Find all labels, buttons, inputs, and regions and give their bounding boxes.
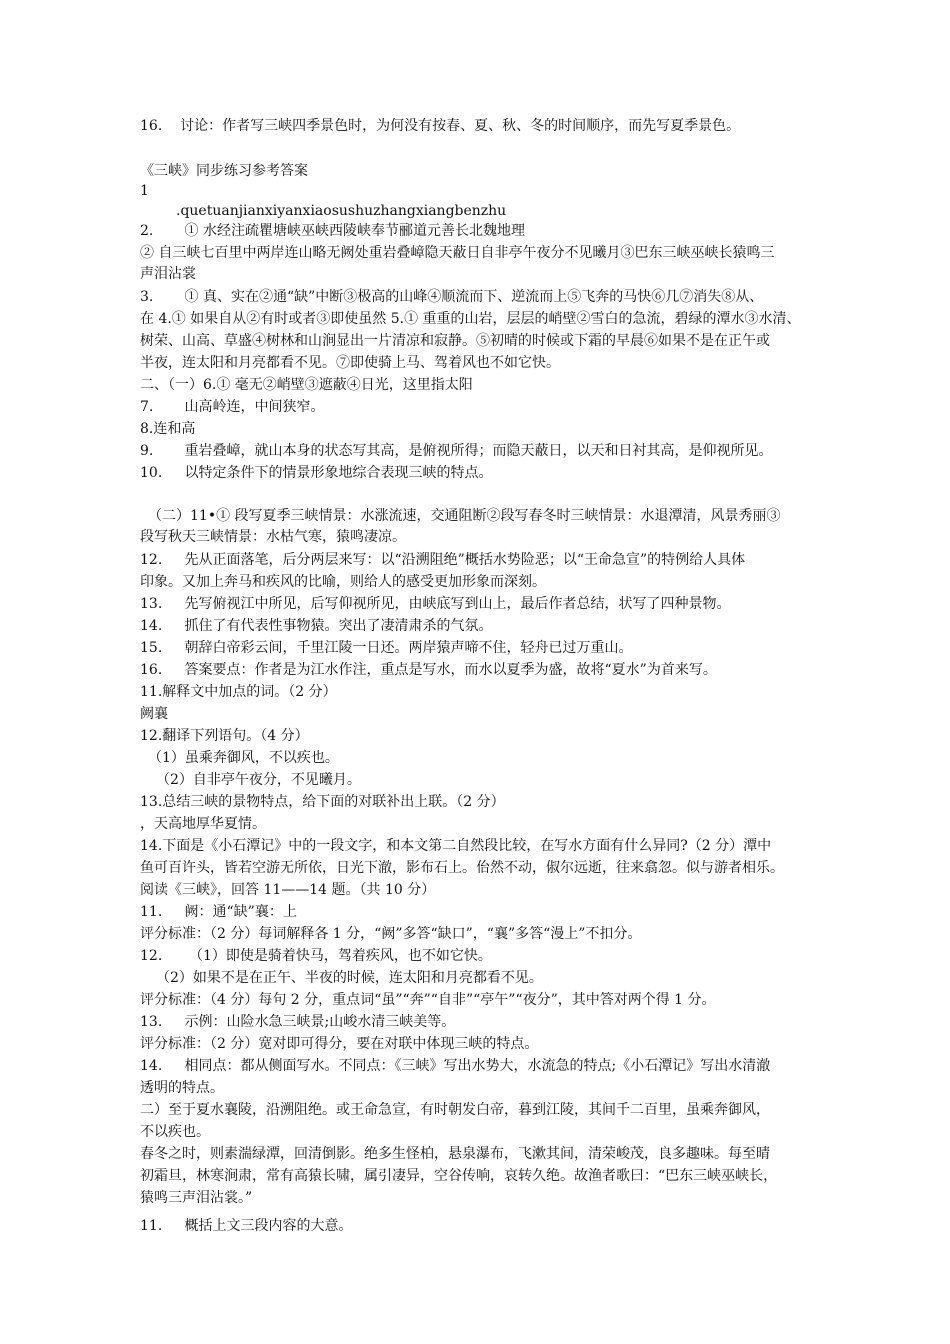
- text-line: 16. 讨论：作者写三峡四季景色时，为何没有按春、夏、秋、冬的时间顺序，而先写夏季景色。: [140, 118, 741, 134]
- text-line: 初霜旦，林寒涧肃，常有高猿长啸，属引凄异，空谷传响，哀转久绝。故渔者歌曰：“巴东三峡巫峡长，: [140, 1168, 778, 1184]
- text-line: 印象。又加上奔马和疾风的比喻，则给人的感受更加形象而深刻。: [140, 574, 546, 590]
- text-line: 10. 以特定条件下的情景形象地综合表现三峡的特点。: [140, 465, 493, 481]
- text-line: ，天高地厚华夏情。: [140, 816, 266, 832]
- text-line: 树荣、山高、草盛④树林和山涧显出一片清凉和寂静。⑤初晴的时候或下霜的早晨⑥如果不是在正午或: [140, 333, 770, 349]
- text-line: 评分标准：（2 分）宽对即可得分，要在对联中体现三峡的特点。: [140, 1036, 539, 1052]
- text-line: 评分标准：（2 分）每词解释各 1 分，“阙”多答“缺口”，“襄”多答“漫上”不扣分。: [140, 926, 642, 942]
- text-line: 14. 抓住了有代表性事物猿。突出了凄清肃杀的气氛。: [140, 618, 493, 634]
- text-line: 8.连和高: [140, 421, 196, 437]
- text-line: 13. 先写俯视江中所见，后写仰视所见，由峡底写到山上，最后作者总结，状写了四种景物。: [140, 596, 731, 612]
- text-line: 13.总结三峡的景物特点，给下面的对联补出上联。（2 分）: [140, 794, 505, 810]
- text-line: 声泪沾裳: [140, 266, 196, 282]
- text-line: 16. 答案要点：作者是为江水作注，重点是写水，而水以夏季为盛，故将“夏水”为首来写。: [140, 662, 717, 678]
- text-line: （2）自非亭午夜分，不见曦月。: [156, 772, 361, 788]
- text-line: 《三峡》同步练习参考答案: [140, 163, 308, 179]
- text-line: 12. 先从正面落笔，后分两层来写：以“沿溯阻绝”概括水势险恶；以“王命急宣”的特例给人具体: [140, 552, 746, 568]
- text-line: 13. 示例：山险水急三峡景;山峻水清三峡美等。: [140, 1014, 456, 1030]
- text-line: 在 4.① 如果自从②有时或者③即使虽然 5.① 重重的山岩，层层的峭壁②雪白的急流，碧绿的潭水③水清、: [140, 311, 801, 327]
- text-line: 段写秋天三峡情景：水枯气寒，猿鸣凄凉。: [140, 529, 406, 545]
- text-line: 12. （1）即使是骑着快马，驾着疾风，也不如它快。: [140, 948, 492, 964]
- text-line: 9. 重岩叠嶂，就山本身的状态写其高，是俯视所得；而隐天蔽日，以天和日衬其高，是仰视所见。: [140, 443, 773, 459]
- text-line: 1: [140, 183, 149, 199]
- text-line: （2）如果不是在正午、半夜的时候，连太阳和月亮都看不见。: [156, 970, 543, 986]
- text-line: 7. 山高岭连，中间狭窄。: [140, 399, 325, 415]
- text-line: 11. 阙：通“缺”襄：上: [140, 904, 297, 920]
- text-line: 阅读《三峡》，回答 11——14 题。（共 10 分）: [140, 882, 436, 898]
- text-line: （1）虽乘奔御风，不以疾也。: [148, 750, 339, 766]
- text-line: 评分标准：（4 分）每句 2 分，重点词“虽”“奔”“自非”“亭午”“夜分”，其中答对两个得 1 分。: [140, 992, 716, 1008]
- text-line: 3. ① 真、实在②通“缺”中断③极高的山峰④顺流而下、逆流而上⑤飞奔的马快⑥几⑦消失⑧从、: [140, 289, 764, 305]
- text-line: 阙襄: [140, 706, 168, 722]
- text-line: .quetuanjianxiyanxiaosushuzhangxiangbenzhu: [176, 203, 507, 219]
- text-line: 猿鸣三声泪沾裳。”: [140, 1190, 253, 1206]
- text-line: 15. 朝辞白帝彩云间，千里江陵一日还。两岸猿声啼不住，轻舟已过万重山。: [140, 640, 633, 656]
- text-line: 鱼可百许头，皆若空游无所依，日光下澈，影布石上。佁然不动，俶尔远逝，往来翕忽。似与游者相乐。: [140, 860, 784, 876]
- text-line: 二）至于夏水襄陵，沿溯阻绝。或王命急宣，有时朝发白帝，暮到江陵，其间千二百里，虽乘奔御风，: [140, 1102, 770, 1118]
- text-line: 14. 相同点：都从侧面写水。不同点：《三峡》写出水势大，水流急的特点;《小石潭记》写出水清澈: [140, 1058, 771, 1074]
- text-line: 不以疾也。: [140, 1124, 210, 1140]
- text-line: （二）11•① 段写夏季三峡情景：水涨流速，交通阻断②段写春冬时三峡情景：水退潭清，风景秀丽③: [148, 508, 781, 524]
- text-line: 2. ① 水经注疏瞿塘峡巫峡西陵峡奉节郦道元善长北魏地理: [140, 223, 525, 239]
- text-line: 14.下面是《小石潭记》中的一段文字，和本文第二自然段比较，在写水方面有什么异同?（2 分）潭中: [140, 838, 772, 854]
- text-line: 透明的特点。: [140, 1080, 224, 1096]
- text-line: 二、（一）6.① 毫无②峭壁③遮蔽④日光，这里指太阳: [140, 377, 473, 393]
- text-line: 半夜，连太阳和月亮都看不见。⑦即使骑上马、驾着风也不如它快。: [140, 355, 560, 371]
- text-line: 11.解释文中加点的词。（2 分）: [140, 684, 337, 700]
- text-line: 春冬之时，则素湍绿潭，回清倒影。绝多生怪柏，悬泉瀑布，飞漱其间，清荣峻茂，良多趣味。每至晴: [140, 1146, 770, 1162]
- text-line: 12.翻译下列语句。（4 分）: [140, 728, 309, 744]
- text-line: 11. 概括上文三段内容的大意。: [140, 1218, 353, 1234]
- text-line: ② 自三峡七百里中两岸连山略无阙处重岩叠嶂隐天蔽日自非亭午夜分不见曦月③巴东三峡巫峡长猿鸣三: [140, 245, 775, 261]
